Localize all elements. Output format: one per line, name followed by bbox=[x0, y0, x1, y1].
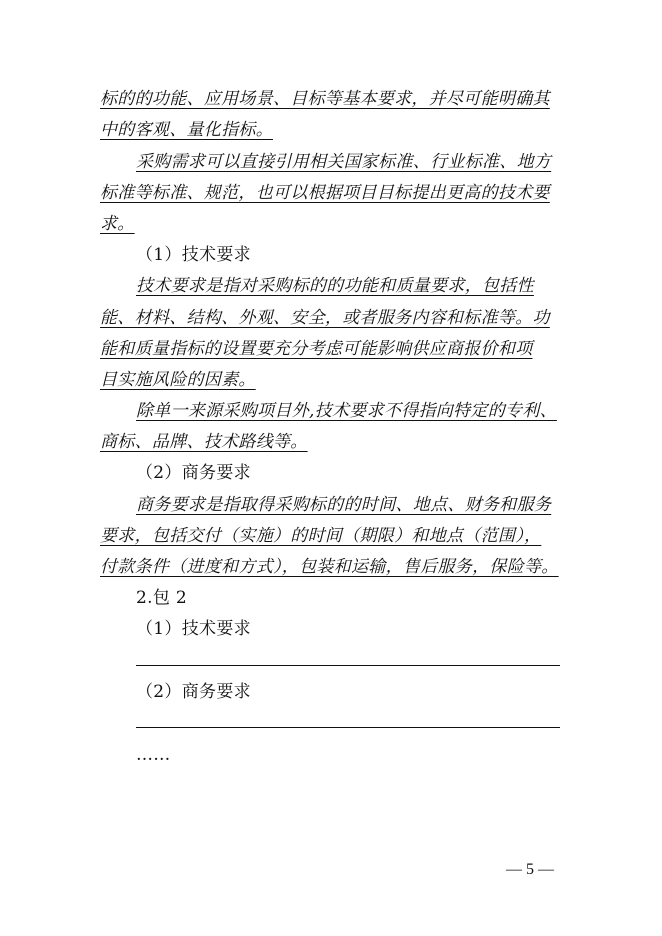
paragraph-line: 付款条件（进度和方式），包装和运输，售后服务，保险等。 bbox=[100, 557, 559, 577]
paragraph-line: 商务要求是指取得采购标的的时间、地点、财务和服务 bbox=[136, 495, 552, 515]
paragraph-line: 商标、品牌、技术路线等。 bbox=[100, 432, 308, 452]
paragraph-line: 目实施风险的因素。 bbox=[100, 370, 256, 390]
blank-fill-line bbox=[136, 727, 560, 728]
page-number: — 5 — bbox=[506, 861, 554, 878]
paragraph-line: 技术要求是指对采购标的的功能和质量要求，包括性 bbox=[136, 276, 534, 296]
section-heading-business: （2）商务要求 bbox=[136, 463, 251, 483]
paragraph-line: 除单一来源采购项目外,技术要求不得指向特定的专利、 bbox=[136, 401, 557, 421]
package2-technical-heading: （1）技术要求 bbox=[136, 619, 251, 639]
paragraph-line: 标准等标准、规范，也可以根据项目目标提出更高的技术要 bbox=[100, 183, 550, 203]
ellipsis: …… bbox=[136, 745, 171, 765]
paragraph-line: 能、材料、结构、外观、安全，或者服务内容和标准等。功 bbox=[100, 308, 550, 328]
paragraph-line: 能和质量指标的设置要充分考虑可能影响供应商报价和项 bbox=[100, 339, 533, 359]
package-heading: 2.包 2 bbox=[136, 588, 187, 608]
section-heading-technical: （1）技术要求 bbox=[136, 245, 251, 265]
blank-fill-line bbox=[136, 665, 560, 666]
paragraph-line: 采购需求可以直接引用相关国家标准、行业标准、地方 bbox=[136, 152, 552, 172]
package2-business-heading: （2）商务要求 bbox=[136, 682, 251, 702]
paragraph-line: 标的的功能、应用场景、目标等基本要求，并尽可能明确其 bbox=[100, 89, 550, 109]
paragraph-line: 要求，包括交付（实施）的时间（期限）和地点（范围）， bbox=[100, 526, 542, 546]
paragraph-line: 中的客观、量化指标。 bbox=[100, 120, 273, 140]
paragraph-line: 求。 bbox=[100, 214, 135, 234]
